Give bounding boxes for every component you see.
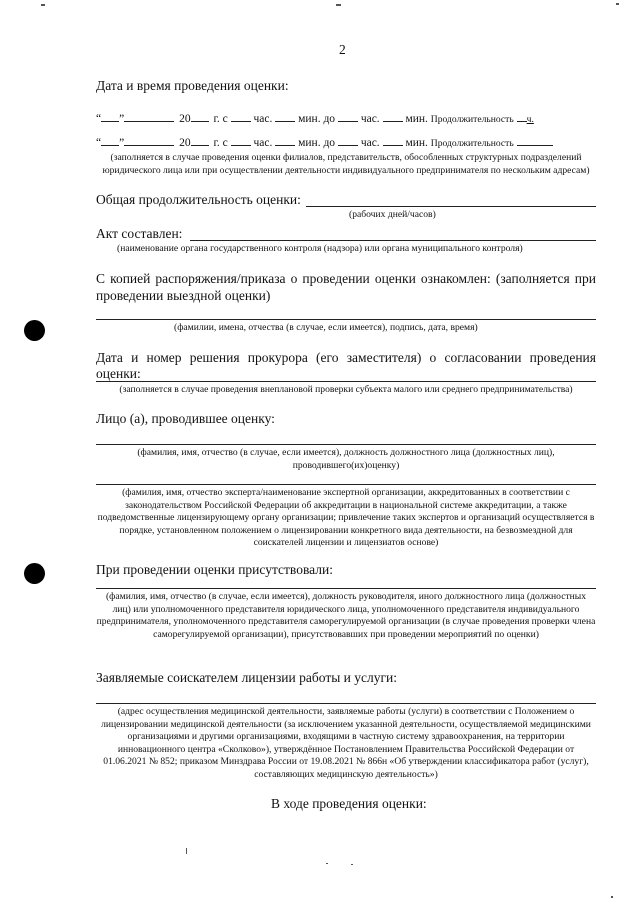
during-label: В ходе проведения оценки: — [271, 796, 427, 811]
duration-label: Продолжительность — [430, 138, 514, 149]
date-row-2 — [96, 133, 553, 149]
works-label: Заявляемые соискателем лицензии работы и услуги: — [96, 670, 398, 685]
scan-speck — [41, 4, 45, 6]
min-to-label: мин. до — [298, 113, 336, 125]
prosecutor-hint: (заполняется в случае проведения внеплановой проверки субъекта малого или среднего предпринимательства) — [119, 384, 573, 395]
present-line — [96, 588, 596, 589]
min-from-blank — [275, 109, 295, 122]
punch-hole-top — [24, 320, 45, 341]
year-blank — [191, 109, 209, 122]
scan-speck — [611, 896, 613, 898]
branches-note: (заполняется в случае проведения оценки филиалов, представительств, обособленных структурных подразделений юридического лица или при осуществлении деятельности индивидуального предпринимателя по нескольким адресам) — [102, 152, 590, 176]
from-label: г. с — [213, 137, 228, 149]
act-label: Акт составлен: — [96, 226, 183, 241]
inspector-hint: (фамилия, имя, отчество (в случае, если имеется), должность должностного лица (должностных лиц), проводившего(их)оценку) — [137, 447, 555, 471]
year-prefix: 20 — [179, 113, 191, 125]
expert-hint: (фамилия, имя, отчество эксперта/наименование экспертной организации, аккредитованных в соответствии с законодательством Российской Федерации об аккредитации в национальной системе аккредитации, а также подведомственные лицензирующему органу организации; привлечение таких экспертов и организаций осуществляется в порядке, установленном положением о лицензировании конкретного вида деятельности, на безвозмездной для соискателей лицензии и лицензиатов основе) — [97, 487, 595, 549]
copy-hint: (фамилии, имена, отчества (в случае, если имеется), подпись, дата, время) — [174, 322, 478, 333]
total-duration-label: Общая продолжительность оценки: — [96, 192, 301, 207]
date-time-heading: Дата и время проведения оценки: — [96, 78, 289, 93]
hour-to-blank — [338, 109, 358, 122]
scan-speck — [351, 864, 353, 865]
page-number: 2 — [339, 42, 346, 57]
quote-open: “ — [96, 113, 102, 125]
hours-label-2: час. — [360, 113, 380, 125]
act-line — [190, 240, 596, 241]
hour-to-blank — [338, 133, 358, 146]
hour-from-blank — [231, 133, 251, 146]
min-from-blank — [275, 133, 295, 146]
works-line — [96, 703, 596, 704]
prosecutor-line — [96, 381, 596, 382]
act-hint: (наименование органа государственного контроля (надзора) или органа муниципального контроля) — [117, 243, 523, 254]
inspector-label: Лицо (а), проводившее оценку: — [96, 411, 275, 426]
scan-speck — [186, 848, 187, 854]
present-hint: (фамилия, имя, отчество (в случае, если имеется), должность руководителя, иного должностного лица (должностных лиц) или уполномоченного представителя юридического лица, уполномоченного представителя индивидуального предпринимателя, уполномоченного представителя саморегулируемой организации (в случае проведения проверки члена саморегулируемой организации), присутствовавших при проведении мероприятий по оценки) — [96, 591, 596, 640]
total-duration-hint: (рабочих дней/часов) — [349, 209, 436, 220]
duration-label: Продолжительность — [430, 114, 514, 125]
expert-line — [96, 484, 596, 485]
copy-label: С копией распоряжения/приказа о проведении оценки ознакомлен: (заполняется при проведении выездной оценки) — [96, 271, 596, 303]
quote-open: “ — [96, 137, 102, 149]
duration-unit: ч. — [526, 114, 534, 125]
min-label: мин. — [405, 137, 428, 149]
scan-speck — [616, 3, 619, 5]
date-row-1 — [96, 109, 534, 125]
min-to-label: мин. до — [298, 137, 336, 149]
present-label: При проведении оценки присутствовали: — [96, 562, 333, 577]
min-to-blank — [383, 109, 403, 122]
hours-label: час. — [253, 113, 273, 125]
duration-blank — [517, 133, 553, 146]
month-blank — [124, 109, 174, 122]
day-blank — [101, 109, 119, 122]
year-prefix: 20 — [179, 137, 191, 149]
from-label: г. с — [213, 113, 228, 125]
hours-label-2: час. — [360, 137, 380, 149]
scan-speck — [336, 4, 341, 6]
min-label: мин. — [405, 113, 428, 125]
hour-from-blank — [231, 109, 251, 122]
month-blank — [124, 133, 174, 146]
total-duration-line — [306, 206, 596, 207]
inspector-line — [96, 444, 596, 445]
copy-line — [96, 319, 596, 320]
duration-blank — [517, 109, 527, 122]
min-to-blank — [383, 133, 403, 146]
prosecutor-label: Дата и номер решения прокурора (его заместителя) о согласовании проведения оценки: — [96, 350, 596, 381]
scan-speck — [326, 863, 328, 864]
day-blank — [101, 133, 119, 146]
quote-close: ” — [119, 137, 125, 149]
works-hint: (адрес осуществления медицинской деятельности, заявляемые работы (услуги) в соответствии с Положением о лицензировании медицинской деятельности (за исключением указанной деятельности, осуществляемой медицинскими организациями и другими организациями, входящими в частную систему здравоохранения, на территории инновационного центра «Сколково»), утверждённое Постановлением Правительства Российской Федерации от 01.06.2021 № 852; приказом Минздрава России от 19.08.2021 № 866н «Об утверждении классификатора работ (услуг), составляющих медицинскую деятельность») — [101, 706, 591, 780]
hours-label: час. — [253, 137, 273, 149]
punch-hole-bottom — [24, 563, 45, 584]
year-blank — [191, 133, 209, 146]
quote-close: ” — [119, 113, 125, 125]
